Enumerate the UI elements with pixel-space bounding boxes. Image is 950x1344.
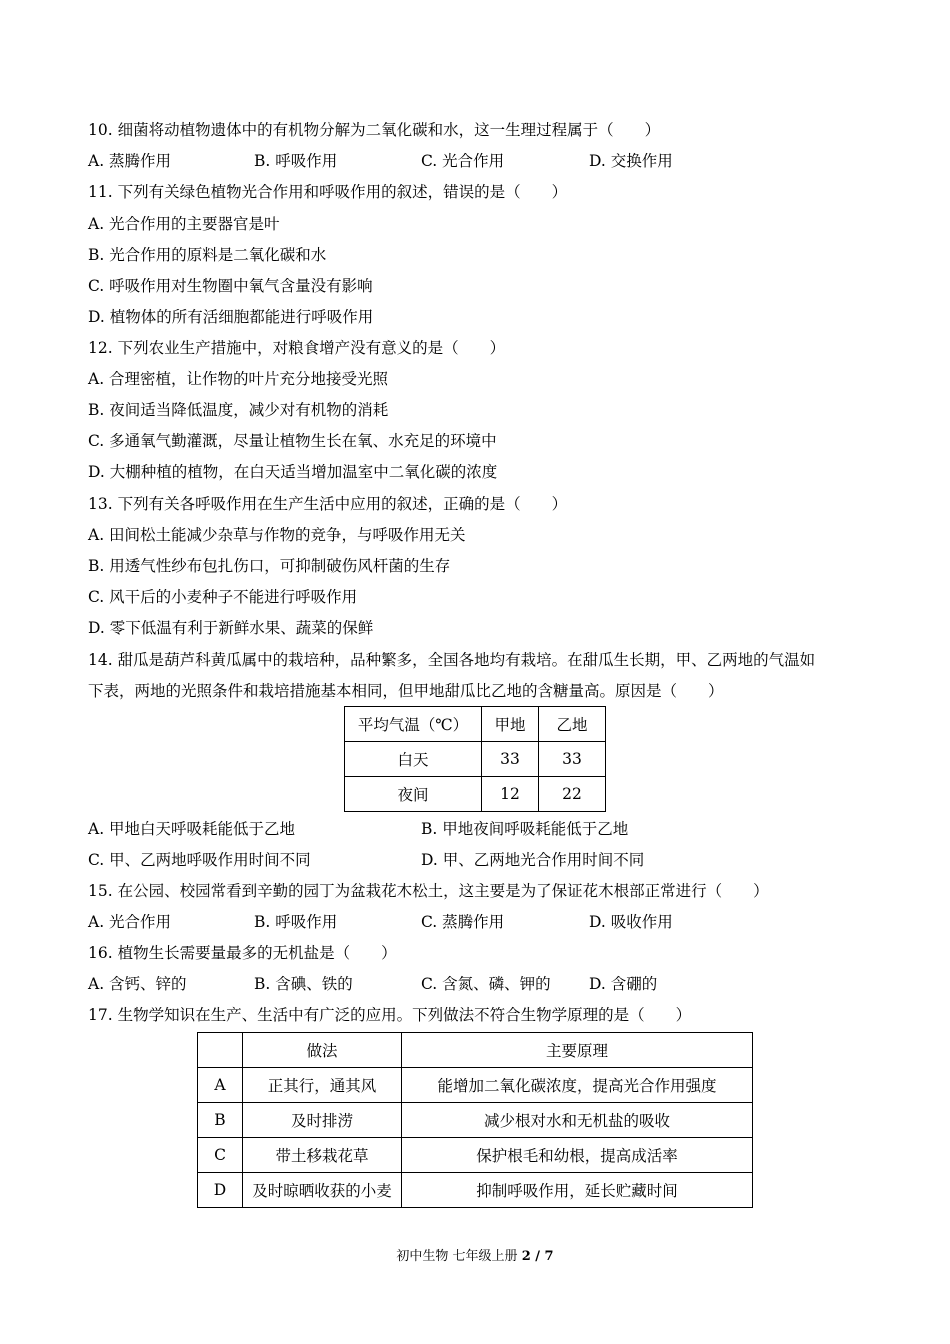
q10-option-b: B. 呼吸作用 bbox=[254, 152, 338, 170]
table-header-cell: 主要原理 bbox=[402, 1033, 753, 1068]
table-header-row bbox=[345, 707, 606, 742]
table-cell: C bbox=[198, 1138, 243, 1173]
q14-stem-line1: 14. 甜瓜是葫芦科黄瓜属中的栽培种，品种繁多，全国各地均有栽培。在甜瓜生长期，甲、乙两地的气温如 bbox=[88, 651, 816, 669]
q14-option-d: D. 甲、乙两地光合作用时间不同 bbox=[421, 851, 645, 869]
q15-option-b: B. 呼吸作用 bbox=[254, 913, 338, 931]
q12-option-a: A. 合理密植，让作物的叶片充分地接受光照 bbox=[88, 370, 389, 388]
table-row bbox=[198, 1068, 753, 1103]
q14-option-b: B. 甲地夜间呼吸耗能低于乙地 bbox=[421, 820, 629, 838]
table-cell: B bbox=[198, 1103, 243, 1138]
table-cell: D bbox=[198, 1173, 243, 1208]
page-number: 2 / 7 bbox=[521, 1249, 554, 1264]
q14-temperature-table bbox=[344, 706, 606, 812]
table-cell: 12 bbox=[482, 777, 539, 812]
q15-option-c: C. 蒸腾作用 bbox=[421, 913, 505, 931]
table-cell: 带土移栽花草 bbox=[243, 1138, 402, 1173]
q12-option-b: B. 夜间适当降低温度，减少对有机物的消耗 bbox=[88, 401, 389, 419]
q13-stem: 13. 下列有关各呼吸作用在生产生活中应用的叙述，正确的是（ ） bbox=[88, 495, 568, 513]
table-header-cell: 平均气温（℃） bbox=[345, 707, 482, 742]
table-cell: 正其行，通其风 bbox=[243, 1068, 402, 1103]
table-cell: 33 bbox=[539, 742, 606, 777]
q14-option-a: A. 甲地白天呼吸耗能低于乙地 bbox=[88, 820, 296, 838]
q13-option-a: A. 田间松土能减少杂草与作物的竞争，与呼吸作用无关 bbox=[88, 526, 466, 544]
q11-option-b: B. 光合作用的原料是二氧化碳和水 bbox=[88, 246, 327, 264]
q10-option-d: D. 交换作用 bbox=[589, 152, 673, 170]
q12-option-c: C. 多通氧气勤灌溉，尽量让植物生长在氧、水充足的环境中 bbox=[88, 432, 497, 450]
table-cell: 33 bbox=[482, 742, 539, 777]
q13-option-c: C. 风干后的小麦种子不能进行呼吸作用 bbox=[88, 588, 358, 606]
table-row bbox=[345, 742, 606, 777]
table-header-cell: 做法 bbox=[243, 1033, 402, 1068]
q15-option-d: D. 吸收作用 bbox=[589, 913, 673, 931]
q16-option-a: A. 含钙、锌的 bbox=[88, 975, 187, 993]
q15-stem: 15. 在公园、校园常看到辛勤的园丁为盆栽花木松土，这主要是为了保证花木根部正常进行（ ） bbox=[88, 882, 769, 900]
q16-option-b: B. 含碘、铁的 bbox=[254, 975, 353, 993]
footer-text: 初中生物 七年级上册 bbox=[396, 1249, 522, 1264]
table-cell: 减少根对水和无机盐的吸收 bbox=[402, 1103, 753, 1138]
table-row bbox=[198, 1173, 753, 1208]
q10-option-a: A. 蒸腾作用 bbox=[88, 152, 172, 170]
table-header-cell bbox=[198, 1033, 243, 1068]
q11-option-c: C. 呼吸作用对生物圈中氧气含量没有影响 bbox=[88, 277, 373, 295]
q12-option-d: D. 大棚种植的植物，在白天适当增加温室中二氧化碳的浓度 bbox=[88, 463, 498, 481]
q11-stem: 11. 下列有关绿色植物光合作用和呼吸作用的叙述，错误的是（ ） bbox=[88, 183, 568, 201]
table-cell: 22 bbox=[539, 777, 606, 812]
q16-stem: 16. 植物生长需要量最多的无机盐是（ ） bbox=[88, 944, 397, 962]
q11-option-d: D. 植物体的所有活细胞都能进行呼吸作用 bbox=[88, 308, 374, 326]
table-row bbox=[198, 1103, 753, 1138]
page-footer bbox=[0, 1245, 950, 1264]
q16-option-d: D. 含硼的 bbox=[589, 975, 658, 993]
q10-option-c: C. 光合作用 bbox=[421, 152, 505, 170]
q16-option-c: C. 含氮、磷、钾的 bbox=[421, 975, 551, 993]
q15-option-a: A. 光合作用 bbox=[88, 913, 172, 931]
q17-stem: 17. 生物学知识在生产、生活中有广泛的应用。下列做法不符合生物学原理的是（ ） bbox=[88, 1006, 692, 1024]
table-cell: A bbox=[198, 1068, 243, 1103]
q14-option-c: C. 甲、乙两地呼吸作用时间不同 bbox=[88, 851, 311, 869]
q13-option-d: D. 零下低温有利于新鲜水果、蔬菜的保鲜 bbox=[88, 619, 374, 637]
table-cell: 抑制呼吸作用，延长贮藏时间 bbox=[402, 1173, 753, 1208]
q13-option-b: B. 用透气性纱布包扎伤口，可抑制破伤风杆菌的生存 bbox=[88, 557, 451, 575]
table-header-row bbox=[198, 1033, 753, 1068]
q11-option-a: A. 光合作用的主要器官是叶 bbox=[88, 215, 280, 233]
table-cell: 及时晾晒收获的小麦 bbox=[243, 1173, 402, 1208]
table-row bbox=[198, 1138, 753, 1173]
table-cell: 白天 bbox=[345, 742, 482, 777]
table-header-cell: 甲地 bbox=[482, 707, 539, 742]
q12-stem: 12. 下列农业生产措施中，对粮食增产没有意义的是（ ） bbox=[88, 339, 506, 357]
table-cell: 能增加二氧化碳浓度，提高光合作用强度 bbox=[402, 1068, 753, 1103]
table-row bbox=[345, 777, 606, 812]
table-header-cell: 乙地 bbox=[539, 707, 606, 742]
q10-stem: 10. 细菌将动植物遗体中的有机物分解为二氧化碳和水，这一生理过程属于（ ） bbox=[88, 121, 661, 139]
table-cell: 及时排涝 bbox=[243, 1103, 402, 1138]
q17-practice-table bbox=[197, 1032, 753, 1208]
table-cell: 保护根毛和幼根，提高成活率 bbox=[402, 1138, 753, 1173]
q14-stem-line2: 下表，两地的光照条件和栽培措施基本相同，但甲地甜瓜比乙地的含糖量高。原因是（ ） bbox=[88, 682, 724, 700]
table-cell: 夜间 bbox=[345, 777, 482, 812]
